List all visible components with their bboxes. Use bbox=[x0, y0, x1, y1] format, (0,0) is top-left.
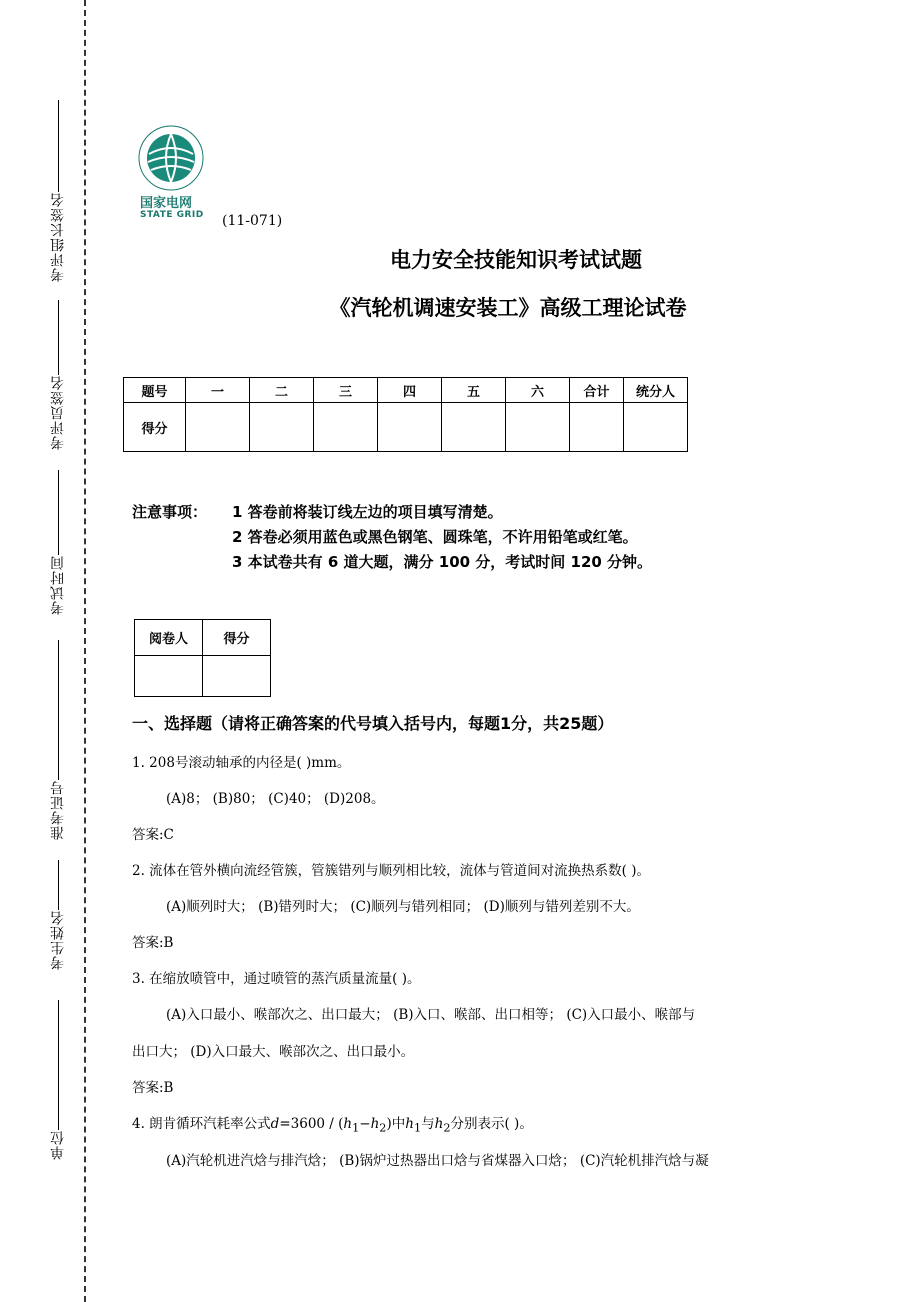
notice-item: 3 本试卷共有 6 道大题，满分 100 分，考试时间 120 分钟。 bbox=[232, 553, 653, 571]
notice-label: 注意事项： bbox=[132, 503, 208, 521]
notice-item: 1 答卷前将装订线左边的项目填写清楚。 bbox=[232, 503, 503, 521]
score-cell[interactable] bbox=[506, 403, 570, 452]
question-stem bbox=[132, 1112, 533, 1135]
question-stem: 1. 208号滚动轴承的内径是( )mm。 bbox=[132, 755, 351, 771]
score-cell[interactable] bbox=[250, 403, 314, 452]
question-options: (A)8； (B)80； (C)40； (D)208。 bbox=[166, 791, 385, 807]
grader-cell[interactable] bbox=[203, 656, 271, 697]
q4-formula: =3600 / ( bbox=[279, 1116, 344, 1132]
q4-var-d: d bbox=[270, 1116, 280, 1132]
score-table bbox=[123, 377, 688, 452]
q4-sub: 1 bbox=[413, 1121, 422, 1135]
page-subtitle: 《汽轮机调速安装工》高级工理论试卷 bbox=[329, 296, 687, 320]
page-title: 电力安全技能知识考试试题 bbox=[390, 248, 642, 272]
grader-header-cell: 阅卷人 bbox=[135, 620, 203, 656]
score-cell[interactable] bbox=[570, 403, 624, 452]
q4-minus: − bbox=[359, 1116, 371, 1132]
score-cell[interactable] bbox=[624, 403, 688, 452]
score-header-cell: 统分人 bbox=[624, 378, 688, 403]
group-leader-signature-label: 考评组长签名 bbox=[50, 192, 66, 282]
q4-sub: 2 bbox=[379, 1121, 387, 1135]
grader-table bbox=[134, 619, 271, 697]
grader-header-row bbox=[135, 620, 271, 656]
score-header-cell: 三 bbox=[314, 378, 378, 403]
q4-sub: 1 bbox=[352, 1121, 360, 1135]
score-table-header-row bbox=[124, 378, 688, 403]
score-header-cell: 题号 bbox=[124, 378, 186, 403]
q4-suffix: 分别表示( )。 bbox=[450, 1116, 533, 1132]
question-answer: 答案:B bbox=[132, 935, 174, 951]
examiner-signature-label: 考评员签名 bbox=[50, 375, 66, 450]
question-stem: 3. 在缩放喷管中，通过喷管的蒸汽质量流量( )。 bbox=[132, 971, 421, 987]
score-header-cell: 一 bbox=[186, 378, 250, 403]
candidate-name-field[interactable] bbox=[48, 860, 68, 970]
grader-cell[interactable] bbox=[135, 656, 203, 697]
question-options: (A)汽轮机进汽焓与排汽焓； (B)锅炉过热器出口焓与省煤器入口焓； (C)汽轮机排汽焓与凝 bbox=[166, 1153, 709, 1169]
score-header-cell: 五 bbox=[442, 378, 506, 403]
section-title: 一、选择题（请将正确答案的代号填入括号内，每题1分，共25题） bbox=[132, 714, 614, 733]
work-unit-label: 单位 bbox=[50, 1130, 66, 1160]
q4-var-h: h bbox=[434, 1116, 444, 1132]
admission-number-label: 准考证号 bbox=[50, 780, 66, 840]
score-header-cell: 六 bbox=[506, 378, 570, 403]
grader-header-cell: 得分 bbox=[203, 620, 271, 656]
score-cell[interactable] bbox=[186, 403, 250, 452]
exam-code: (11-071) bbox=[222, 213, 283, 229]
q4-mid: )中 bbox=[386, 1116, 406, 1132]
score-cell[interactable] bbox=[442, 403, 506, 452]
exam-time-field[interactable] bbox=[48, 470, 68, 615]
score-header-cell: 二 bbox=[250, 378, 314, 403]
question-answer: 答案:C bbox=[132, 827, 174, 843]
score-header-cell: 合计 bbox=[570, 378, 624, 403]
score-cell[interactable] bbox=[378, 403, 442, 452]
work-unit-field[interactable] bbox=[48, 1000, 68, 1160]
candidate-name-label: 考生姓名 bbox=[50, 910, 66, 970]
question-options: (A)入口最小、喉部次之、出口最大； (B)入口、喉部、出口相等； (C)入口最小、喉部与 bbox=[166, 1007, 696, 1023]
examiner-signature-field[interactable] bbox=[48, 300, 68, 450]
exam-time-label: 考试时间 bbox=[50, 555, 66, 615]
score-table-body-row bbox=[124, 403, 688, 452]
question-answer: 答案:B bbox=[132, 1080, 174, 1096]
q4-prefix: 4. 朗肯循环汽耗率公式 bbox=[132, 1116, 271, 1132]
score-header-cell: 四 bbox=[378, 378, 442, 403]
logo-english-name: STATE GRID bbox=[140, 210, 204, 220]
q4-var-h: h bbox=[405, 1116, 414, 1132]
q4-var-h: h bbox=[343, 1116, 353, 1132]
notice-items bbox=[232, 500, 652, 575]
admission-number-field[interactable] bbox=[48, 640, 68, 840]
grader-body-row bbox=[135, 656, 271, 697]
binding-line bbox=[84, 0, 86, 1302]
logo-chinese-name: 国家电网 bbox=[140, 196, 193, 211]
q4-sub: 2 bbox=[443, 1121, 451, 1135]
q4-and: 与 bbox=[421, 1116, 435, 1132]
question-options: 出口大； (D)入口最大、喉部次之、出口最小。 bbox=[132, 1044, 415, 1060]
notice-item: 2 答卷必须用蓝色或黑色钢笔、圆珠笔，不许用铅笔或红笔。 bbox=[232, 528, 638, 546]
question-options: (A)顺列时大； (B)错列时大； (C)顺列与错列相同； (D)顺列与错列差别不大。 bbox=[166, 899, 640, 915]
question-stem: 2. 流体在管外横向流经管簇，管簇错列与顺列相比较，流体与管道间对流换热系数( )。 bbox=[132, 863, 650, 879]
q4-var-h: h bbox=[370, 1116, 380, 1132]
score-cell[interactable] bbox=[314, 403, 378, 452]
score-row-label: 得分 bbox=[124, 403, 186, 452]
state-grid-logo bbox=[135, 120, 215, 192]
